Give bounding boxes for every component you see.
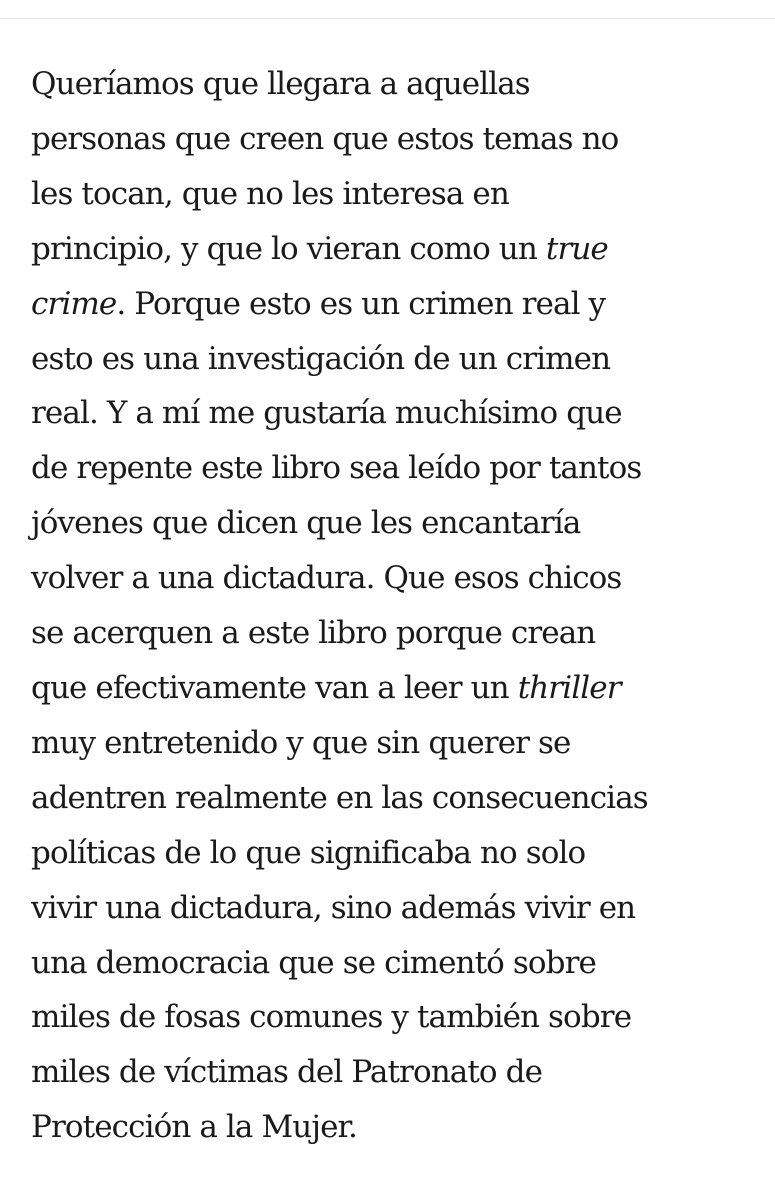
text-line: personas que creen que estos temas no [31,120,619,157]
text-line: jóvenes que dicen que les encantaría [31,505,581,542]
text-line: adentren realmente en las consecuencias [31,779,648,816]
text-line: Queríamos que llegara a aquellas [31,66,530,102]
italic-term-crime: crime [31,285,117,322]
text-line: les tocan, que no les interesa en [31,175,509,212]
italic-term-true: true [545,230,608,267]
article-paragraph [31,57,766,1155]
text-line: que efectivamente van a leer un thriller [31,669,621,706]
text-line: principio, y que lo vieran como un true [31,230,608,267]
text-line: vivir una dictadura, sino además vivir en [31,889,636,926]
text-line: crime. Porque esto es un crimen real y [31,285,606,322]
text-line: de repente este libro sea leído por tantos [31,450,642,487]
text-line: Protección a la Mujer. [31,1109,357,1146]
top-divider [0,18,775,19]
text-line: muy entretenido y que sin querer se [31,724,571,761]
text-line: miles de víctimas del Patronato de [31,1054,543,1091]
text-line: una democracia que se cimentó sobre [31,944,596,981]
text-line: volver a una dictadura. Que esos chicos [31,560,622,597]
text-line: miles de fosas comunes y también sobre [31,999,632,1036]
text-line: esto es una investigación de un crimen [31,340,611,377]
italic-term-thriller: thriller [517,669,621,706]
text-line: se acerquen a este libro porque crean [31,615,596,652]
text-line: políticas de lo que significaba no solo [31,834,586,871]
text-line: real. Y a mí me gustaría muchísimo que [31,395,622,432]
